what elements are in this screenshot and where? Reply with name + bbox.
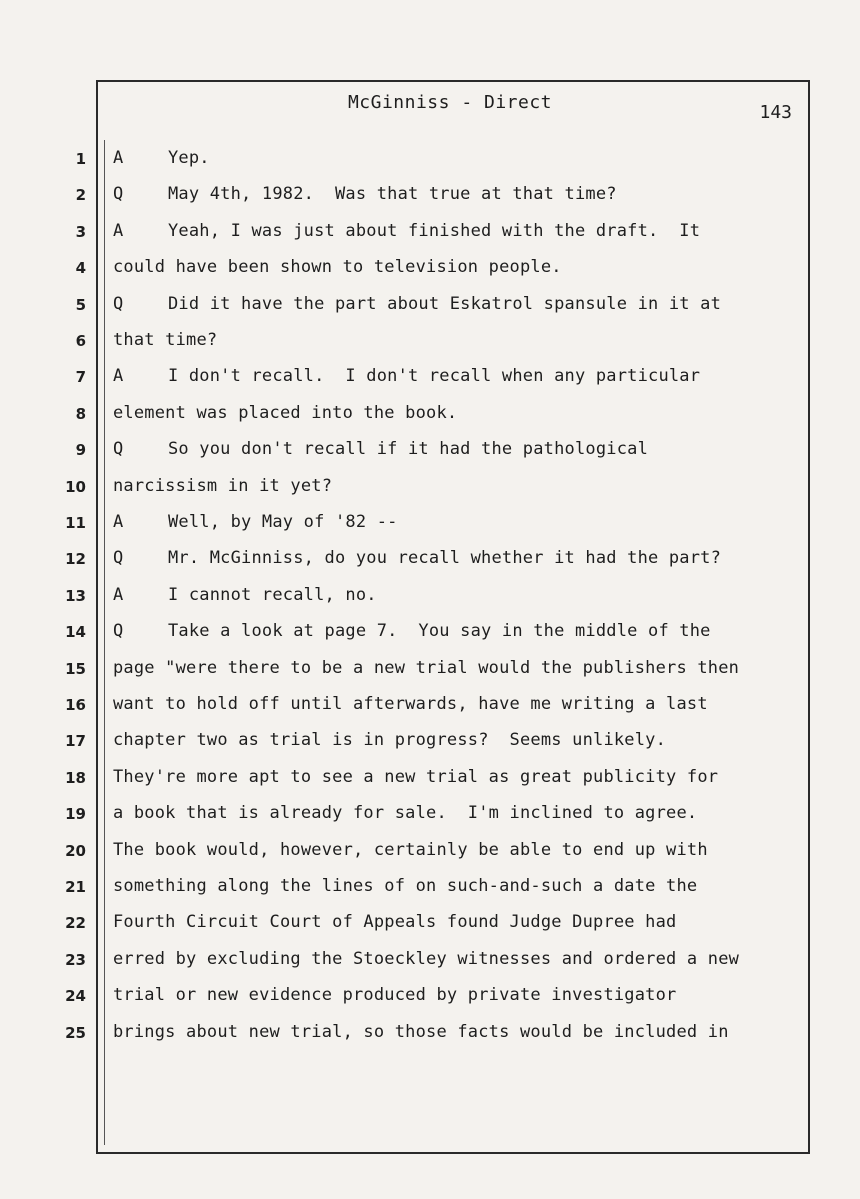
line-number: 12 xyxy=(65,550,86,569)
line-number: 24 xyxy=(65,987,86,1006)
line-number: 13 xyxy=(65,586,86,605)
transcript-line xyxy=(0,583,860,619)
line-text: trial or new evidence produced by private investigator xyxy=(113,985,677,1006)
line-number: 11 xyxy=(65,514,86,532)
speaker-label: Q xyxy=(113,439,124,460)
transcript-line xyxy=(0,874,860,910)
transcript-line xyxy=(0,838,860,874)
transcript-line xyxy=(0,1020,860,1056)
line-number: 3 xyxy=(75,222,86,241)
line-text: They're more apt to see a new trial as great publicity for xyxy=(113,766,719,787)
transcript-line xyxy=(0,474,860,510)
transcript-line xyxy=(0,510,860,546)
line-text: a book that is already for sale. I'm inclined to agree. xyxy=(113,803,698,824)
line-number: 23 xyxy=(65,950,86,969)
line-text: something along the lines of on such-and-such a date the xyxy=(113,876,698,896)
speaker-label: A xyxy=(113,512,124,532)
frame-top-border xyxy=(96,80,810,82)
line-text: Mr. McGinniss, do you recall whether it had the part? xyxy=(168,548,722,569)
transcript-line xyxy=(0,219,860,255)
transcript-line xyxy=(0,947,860,983)
transcript-line xyxy=(0,364,860,400)
line-text: Yep. xyxy=(168,148,210,168)
line-text: Did it have the part about Eskatrol spansule in it at xyxy=(168,293,722,314)
line-number: 5 xyxy=(75,295,86,314)
line-text: could have been shown to television people. xyxy=(113,257,562,278)
transcript-line xyxy=(0,146,860,182)
line-number: 8 xyxy=(75,404,86,423)
line-text: narcissism in it yet? xyxy=(113,475,333,496)
speaker-label: Q xyxy=(113,184,124,205)
speaker-label: A xyxy=(113,366,124,387)
page-number: 143 xyxy=(759,102,792,123)
line-text: Fourth Circuit Court of Appeals found Judge Dupree had xyxy=(113,912,677,933)
speaker-label: Q xyxy=(113,293,124,314)
speaker-label: Q xyxy=(113,548,124,569)
speaker-label: A xyxy=(113,584,124,605)
line-number: 16 xyxy=(65,696,86,714)
speaker-label: A xyxy=(113,148,124,168)
line-text: erred by excluding the Stoeckley witnesses and ordered a new xyxy=(113,948,740,969)
transcript-line xyxy=(0,728,860,764)
transcript-line xyxy=(0,182,860,218)
transcript-line xyxy=(0,328,860,364)
line-number: 10 xyxy=(65,477,86,496)
line-text: Well, by May of '82 -- xyxy=(168,512,398,532)
transcript-line xyxy=(0,401,860,437)
line-text: So you don't recall if it had the pathological xyxy=(168,439,649,460)
transcript-line xyxy=(0,437,860,473)
line-text: brings about new trial, so those facts would be included in xyxy=(113,1021,729,1042)
line-text: Take a look at page 7. You say in the middle of the xyxy=(168,621,711,642)
line-number: 4 xyxy=(75,259,86,278)
transcript-line xyxy=(0,910,860,946)
line-number: 20 xyxy=(65,841,86,860)
speaker-label: Q xyxy=(113,621,124,642)
line-number: 15 xyxy=(65,659,86,678)
line-text: chapter two as trial is in progress? Seems unlikely. xyxy=(113,730,667,751)
line-number: 19 xyxy=(65,805,86,824)
line-number: 14 xyxy=(65,623,86,642)
line-text: I don't recall. I don't recall when any particular xyxy=(168,366,701,387)
frame-bottom-border xyxy=(96,1152,810,1154)
speaker-label: A xyxy=(113,220,124,241)
line-text: May 4th, 1982. Was that true at that time? xyxy=(168,184,617,205)
transcript-line xyxy=(0,801,860,837)
line-number: 6 xyxy=(75,332,86,350)
transcript-line xyxy=(0,983,860,1019)
transcript-line xyxy=(0,255,860,291)
transcript-line xyxy=(0,692,860,728)
line-text: I cannot recall, no. xyxy=(168,584,377,605)
line-number: 2 xyxy=(75,186,86,205)
line-text: Yeah, I was just about finished with the draft. It xyxy=(168,220,701,241)
line-text: The book would, however, certainly be able to end up with xyxy=(113,839,708,860)
transcript-line xyxy=(0,292,860,328)
line-number: 7 xyxy=(75,368,86,387)
line-number: 25 xyxy=(65,1023,86,1042)
line-text: element was placed into the book. xyxy=(113,402,458,423)
transcript-line xyxy=(0,656,860,692)
line-number: 18 xyxy=(65,768,86,787)
line-number: 22 xyxy=(65,914,86,933)
transcript-line xyxy=(0,619,860,655)
line-text: want to hold off until afterwards, have me writing a last xyxy=(113,694,708,714)
transcript-line xyxy=(0,765,860,801)
line-number: 9 xyxy=(75,441,86,460)
line-number: 21 xyxy=(65,878,86,896)
line-number: 17 xyxy=(65,732,86,751)
page-title: McGinniss - Direct xyxy=(347,92,553,113)
line-text: that time? xyxy=(113,330,218,350)
line-text: page "were there to be a new trial would the publishers then xyxy=(113,657,740,678)
transcript-line xyxy=(0,546,860,582)
line-number: 1 xyxy=(75,150,86,168)
